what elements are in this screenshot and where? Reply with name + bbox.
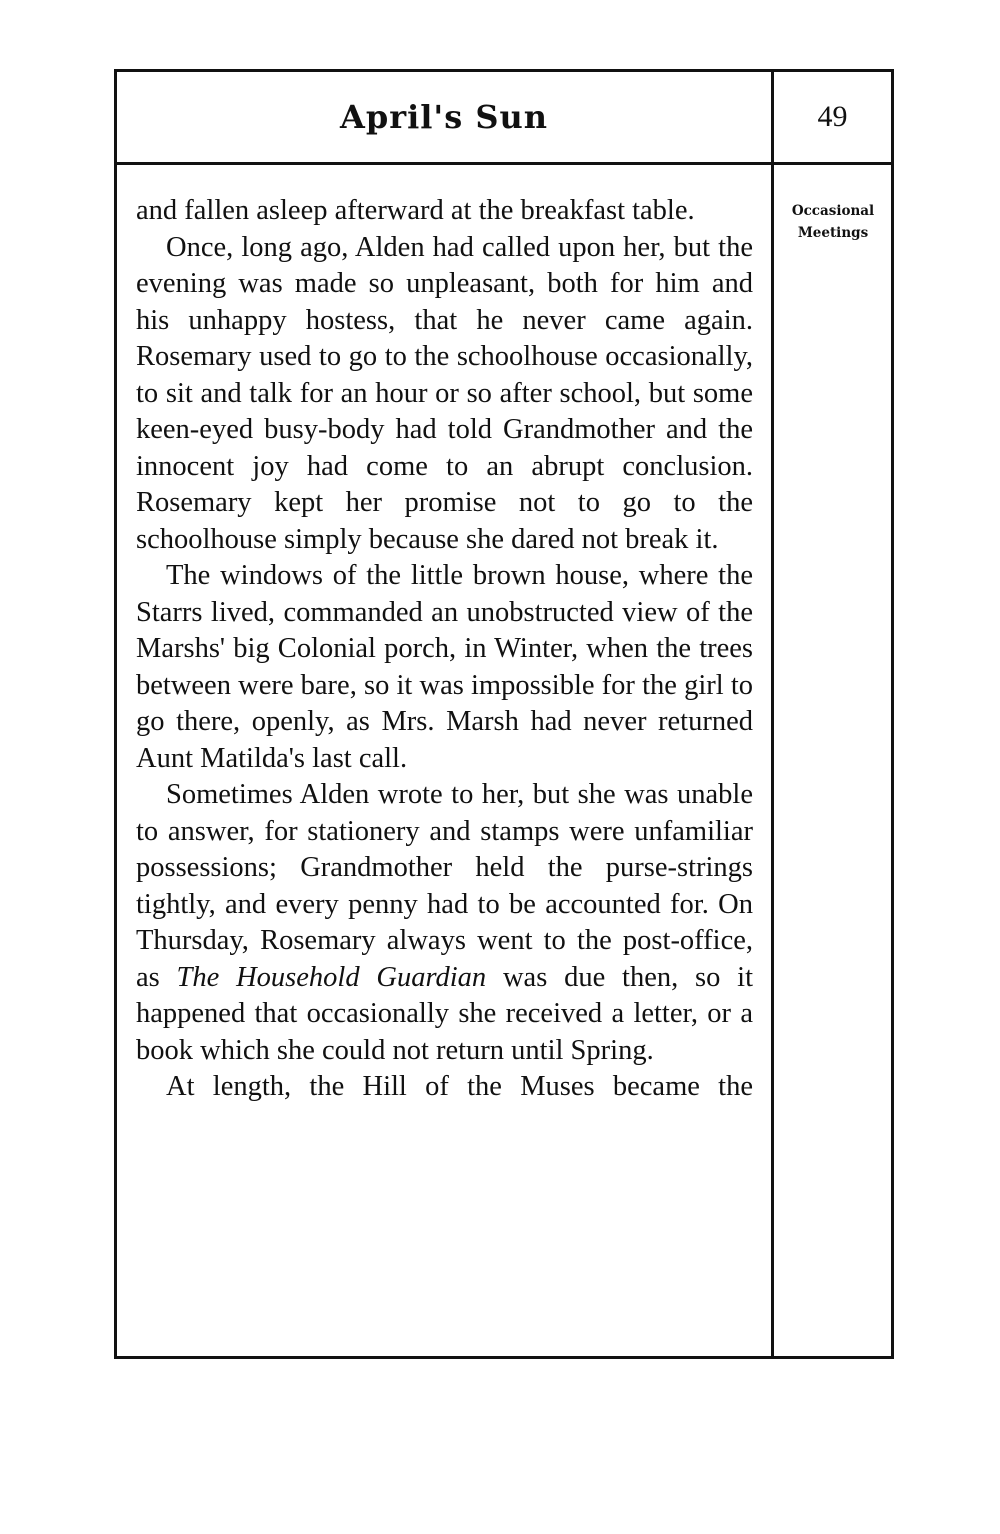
paragraph-3: The windows of the little brown house, where the Starrs lived, commanded an unobstructed view of the Marshs' big Colonial porch, in Winter, when the trees between were bare, so it was impossible for the girl to go there, openly, as Mrs. Marsh had never returned Aunt Matilda's last call. xyxy=(136,560,753,774)
margin-note-line-1: Occasional xyxy=(791,203,875,219)
running-title: April's Sun xyxy=(340,98,548,136)
header-rule xyxy=(114,162,894,165)
body-text xyxy=(136,193,753,1106)
paragraph-4 xyxy=(136,777,753,1069)
paragraph-1: and fallen asleep afterward at the breakfast table. xyxy=(136,195,695,226)
margin-note-line-2: Meetings xyxy=(797,225,869,241)
paragraph-2: Once, long ago, Alden had called upon her, but the evening was made so unpleasant, both for him and his unhappy hostess, that he never came again. Rosemary used to go to the schoolhouse occasionally, to sit and talk for an hour or so after school, but some keen-eyed busy-body had told Grandmother and the innocent joy had come to an abrupt conclusion. Rosemary kept her promise not to go to the schoolhouse simply because she dared not break it. xyxy=(136,231,753,555)
margin-note xyxy=(776,200,890,244)
periodical-title: The Household Guardian xyxy=(176,961,487,993)
paragraph-4-text-a: Sometimes Alden wrote to her, but she was unable to answer, for stationery and stamps were unfamiliar possessions; Grandmother held the purse-strings tightly, and every penny had to be accounted for. On Thursday, Rosemary always went to the post-office, as xyxy=(136,779,753,993)
page-number: 49 xyxy=(817,100,848,133)
paragraph-4-text-b: was due then, so it happened that occasionally she received a letter, or a book which she could not return until Spring. xyxy=(136,961,753,1066)
margin-column-divider xyxy=(771,69,774,1359)
paragraph-5: At length, the Hill of the Muses became the xyxy=(166,1071,753,1102)
